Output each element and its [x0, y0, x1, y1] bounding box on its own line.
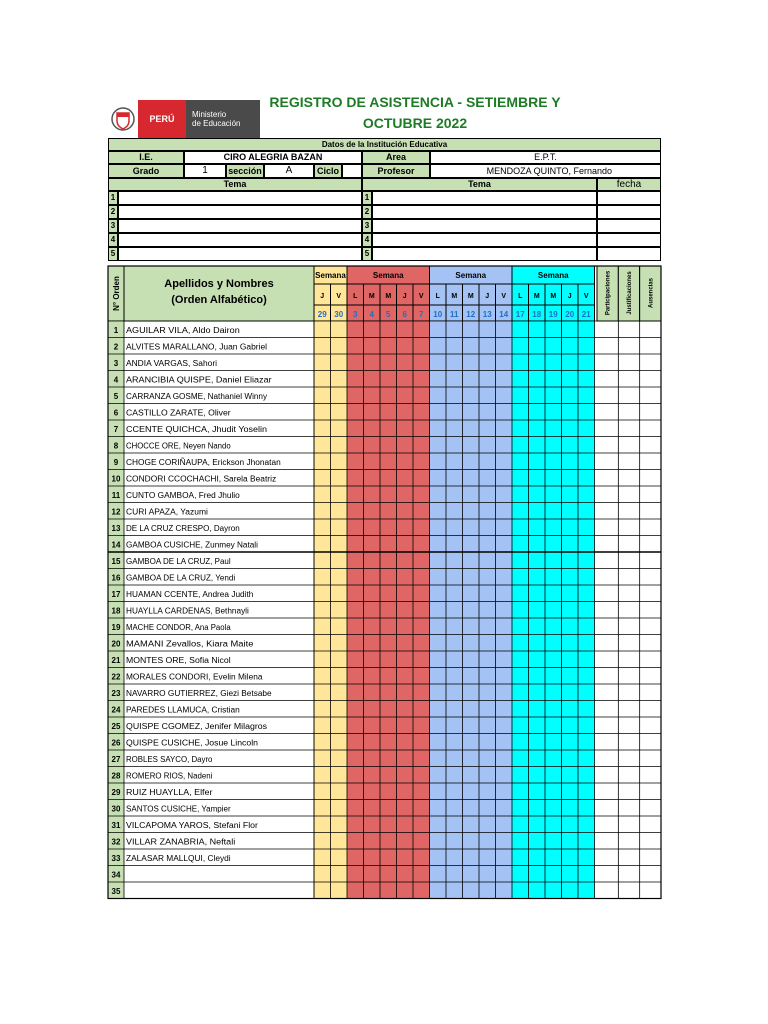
day-label: L	[353, 293, 358, 300]
student-number: 29	[111, 788, 121, 797]
student-number: 13	[111, 524, 121, 533]
student-name: VILLAR ZANABRIA, Neftali	[126, 837, 236, 847]
day-label: M	[451, 293, 458, 300]
date-label: 10	[433, 310, 443, 319]
student-number: 12	[111, 507, 121, 517]
date-label: 30	[334, 310, 344, 319]
side-header-label: Participaciones	[605, 270, 612, 316]
day-label: V	[583, 293, 589, 300]
student-number: 16	[111, 573, 121, 583]
student-name: HUAMAN CCENTE, Andrea Judith	[126, 590, 254, 599]
fecha-label: fecha	[597, 178, 661, 191]
student-number: 19	[111, 623, 121, 632]
student-number: 34	[111, 870, 121, 880]
names-header-line1: Apellidos y Nombres	[164, 278, 274, 290]
day-label: J	[485, 293, 490, 300]
student-name: ZALASAR MALLQUI, Cleydi	[126, 854, 231, 863]
semana-label: Semana	[537, 271, 569, 280]
day-column	[347, 321, 364, 899]
day-column	[314, 321, 331, 899]
student-name: ANDIA VARGAS, Sahori	[126, 359, 218, 368]
logo-ministerio-line1: Ministerio	[192, 110, 227, 119]
tema-row-number: 5	[108, 247, 118, 261]
date-label: 20	[565, 310, 575, 319]
institution-section-title: Datos de la Institución Educativa	[108, 138, 661, 151]
day-label: J	[402, 293, 407, 300]
student-name: VILCAPOMA YAROS, Stefani Flor	[126, 821, 259, 830]
date-label: 14	[499, 310, 509, 319]
names-header-line2: (Orden Alfabético)	[171, 294, 267, 306]
seccion-value: A	[264, 164, 314, 178]
day-column	[430, 321, 447, 899]
logo-ministerio-line2: de Educación	[192, 119, 241, 128]
day-column	[397, 321, 414, 899]
profesor-value: MENDOZA QUINTO, Fernando	[430, 164, 661, 178]
student-number: 5	[113, 392, 119, 401]
date-label: 5	[386, 310, 391, 319]
tema-row-number: 2	[108, 205, 118, 219]
date-label: 3	[353, 310, 358, 319]
tema-row-number: 2	[362, 205, 372, 219]
day-column	[545, 321, 562, 899]
student-name: MONTES ORE, Sofia Nicol	[126, 656, 231, 665]
date-label: 13	[482, 310, 492, 319]
student-number: 31	[111, 821, 121, 830]
date-label: 18	[532, 310, 542, 319]
student-name: GAMBOA DE LA CRUZ, Paul	[126, 557, 231, 566]
student-number: 18	[111, 606, 121, 616]
student-name: ROMERO RIOS, Nadeni	[126, 771, 213, 781]
student-name: ALVITES MARALLANO, Juan Gabriel	[126, 342, 268, 352]
day-column	[562, 321, 579, 899]
date-label: 4	[369, 310, 374, 319]
student-name: CCENTE QUICHCA, Jhudit Yoselin	[126, 425, 268, 434]
student-name: CASTILLO ZARATE, Oliver	[126, 408, 232, 418]
student-number: 20	[111, 639, 121, 649]
student-number: 24	[111, 705, 121, 715]
grado-label: Grado	[108, 164, 184, 178]
day-column	[364, 321, 381, 899]
student-name: CUNTO GAMBOA, Fred Jhulio	[126, 491, 241, 500]
student-name: AGUILAR VILA, Aldo Dairon	[126, 326, 240, 335]
student-number: 1	[113, 326, 119, 335]
tema-right-label: Tema	[362, 178, 597, 191]
student-number: 23	[111, 689, 121, 698]
day-column	[380, 321, 397, 899]
student-name: MAMANI Zevallos, Kiara Maite	[126, 639, 255, 649]
tema-row-number: 4	[362, 233, 372, 247]
date-label: 19	[548, 310, 558, 319]
day-label: V	[418, 293, 424, 300]
logo-peru-text: PERÚ	[138, 100, 186, 138]
date-label: 29	[317, 310, 327, 319]
day-column	[331, 321, 348, 899]
student-name: PAREDES LLAMUCA, Cristian	[126, 705, 240, 715]
orden-label: N° Orden	[112, 276, 121, 311]
grado-value: 1	[184, 164, 226, 178]
student-number: 35	[111, 887, 121, 896]
student-name: NAVARRO GUTIERREZ, Giezi Betsabe	[126, 689, 273, 698]
area-label: Area	[362, 151, 430, 164]
date-label: 7	[419, 310, 424, 319]
student-name: CONDORI CCOCHACHI, Sarela Beatriz	[126, 474, 277, 484]
ie-value: CIRO ALEGRIA BAZAN	[184, 151, 362, 164]
tema-left-label: Tema	[108, 178, 362, 191]
student-number: 3	[113, 359, 119, 368]
student-number: 8	[113, 441, 119, 451]
student-number: 21	[111, 656, 121, 665]
student-number: 26	[111, 738, 121, 748]
side-header-label: Ausencias	[648, 277, 655, 309]
student-name: CHOCCE ORE, Neyen Nando	[126, 441, 232, 451]
day-label: M	[467, 293, 474, 300]
student-number: 14	[111, 540, 121, 550]
student-name: GAMBOA DE LA CRUZ, Yendi	[126, 573, 236, 583]
day-column	[479, 321, 496, 899]
day-label: M	[368, 293, 375, 300]
student-number: 2	[113, 342, 119, 352]
date-label: 17	[515, 310, 525, 319]
side-header-label: Justificaciones	[627, 271, 633, 315]
day-label: M	[550, 293, 557, 300]
tema-row-number: 1	[108, 191, 118, 205]
title-line2: OCTUBRE 2022	[362, 115, 468, 131]
day-label: J	[320, 293, 325, 300]
day-label: V	[501, 293, 507, 300]
area-value: E.P.T.	[430, 151, 661, 164]
day-column	[578, 321, 595, 899]
student-number: 17	[111, 590, 121, 599]
day-label: L	[435, 293, 440, 300]
day-column	[446, 321, 463, 899]
student-name: MACHE CONDOR, Ana Paola	[126, 623, 232, 632]
student-name: DE LA CRUZ CRESPO, Dayron	[126, 524, 240, 533]
student-name: MORALES CONDORI, Evelin Milena	[126, 672, 264, 682]
day-column	[512, 321, 529, 899]
student-name: CURI APAZA, Yazumi	[126, 507, 209, 517]
student-name: RUIZ HUAYLLA, Elfer	[126, 788, 213, 797]
day-column	[463, 321, 480, 899]
student-name: CHOGE CORIÑAUPA, Erickson Jhonatan	[126, 458, 281, 467]
student-name: ROBLES SAYCO, Dayro	[126, 755, 213, 764]
student-name: ARANCIBIA QUISPE, Daniel Eliazar	[126, 375, 272, 385]
student-number: 33	[111, 854, 121, 863]
student-number: 30	[111, 804, 121, 814]
day-label: V	[336, 293, 342, 300]
student-name: QUISPE CGOMEZ, Jenifer Milagros	[126, 722, 268, 731]
seccion-label: sección	[226, 164, 264, 178]
tema-row-number: 3	[362, 219, 372, 233]
day-column	[413, 321, 430, 899]
day-label: L	[518, 293, 523, 300]
date-label: 12	[466, 310, 476, 319]
student-name: GAMBOA CUSICHE, Zunmey Natali	[126, 540, 259, 550]
student-name: QUISPE CUSICHE, Josue Lincoln	[126, 738, 258, 748]
student-number: 15	[111, 557, 121, 566]
tema-row-number: 1	[362, 191, 372, 205]
date-label: 6	[402, 310, 407, 319]
semana-label: Semana	[372, 271, 404, 280]
title-line1: REGISTRO DE ASISTENCIA - SETIEMBRE Y	[269, 94, 561, 110]
profesor-label: Profesor	[362, 164, 430, 178]
ciclo-label: Ciclo	[314, 164, 342, 178]
student-number: 10	[111, 474, 121, 484]
student-name: HUAYLLA CARDENAS, Bethnayli	[126, 606, 250, 616]
semana-label: Semana	[455, 271, 487, 280]
ie-label: I.E.	[108, 151, 184, 164]
student-number: 25	[111, 722, 121, 731]
day-label: J	[567, 293, 572, 300]
tema-row-number: 5	[362, 247, 372, 261]
day-label: M	[385, 293, 392, 300]
day-label: M	[533, 293, 540, 300]
student-name: SANTOS CUSICHE, Yampier	[126, 804, 231, 814]
date-label: 11	[450, 310, 459, 319]
student-number: 22	[111, 672, 121, 682]
student-number: 11	[111, 491, 121, 500]
semana-label: Semana	[315, 271, 346, 280]
student-number: 9	[113, 458, 119, 467]
student-number: 7	[113, 425, 119, 434]
student-number: 32	[111, 837, 121, 847]
tema-row-number: 3	[108, 219, 118, 233]
student-name: CARRANZA GOSME, Nathaniel Winny	[126, 392, 268, 401]
student-number: 6	[113, 408, 119, 418]
student-number: 27	[111, 755, 121, 764]
day-column	[496, 321, 513, 899]
date-label: 21	[581, 310, 591, 319]
student-number: 4	[113, 375, 119, 385]
day-column	[529, 321, 546, 899]
tema-row-number: 4	[108, 233, 118, 247]
student-number: 28	[111, 771, 121, 781]
